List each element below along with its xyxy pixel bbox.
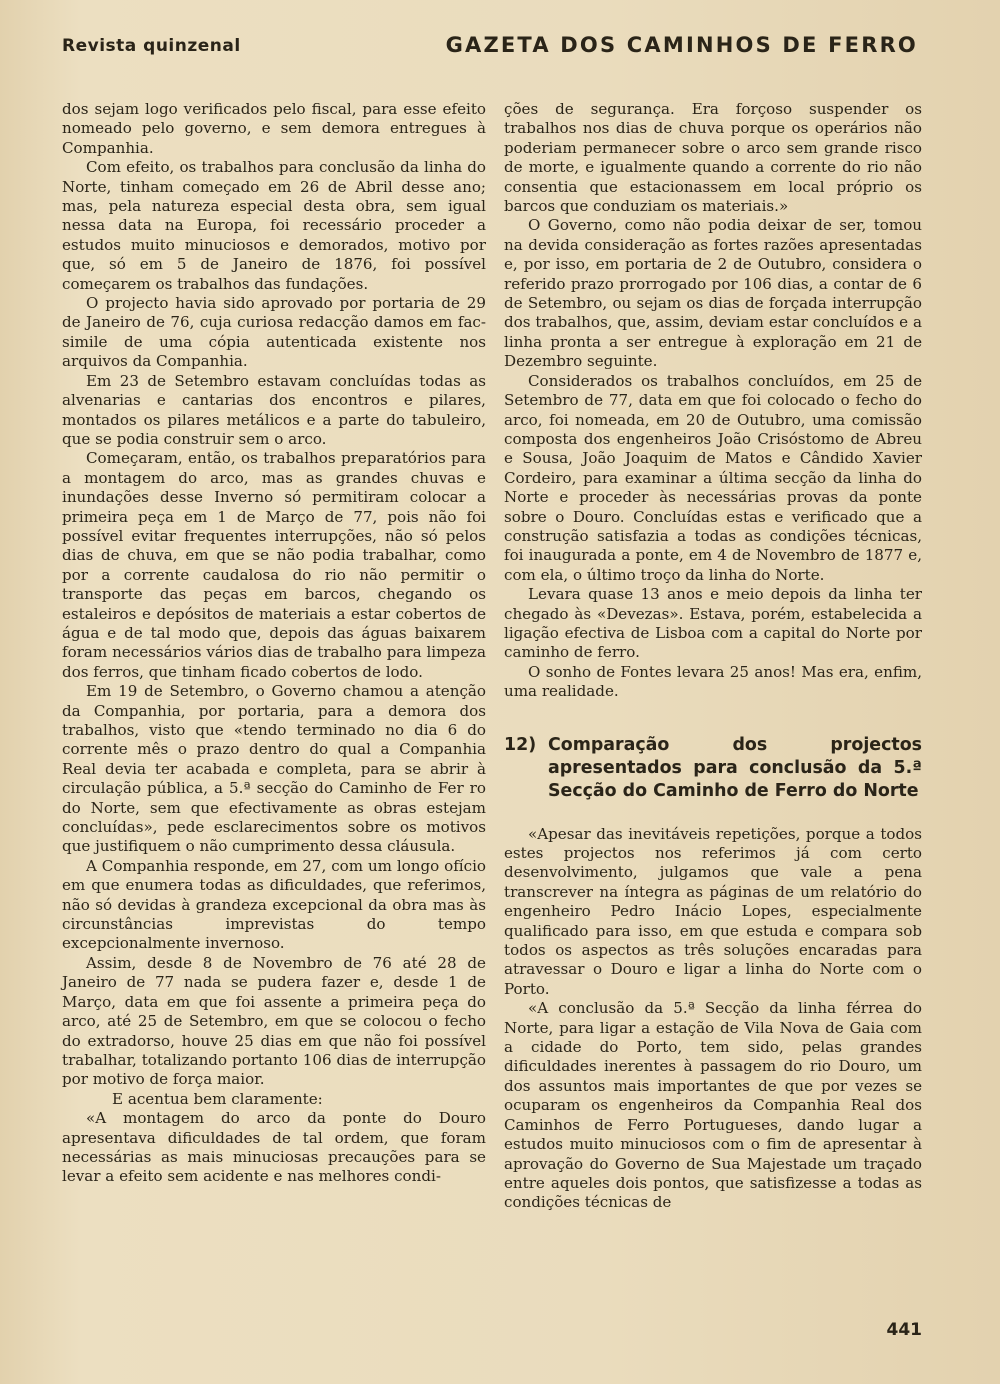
section-heading	[504, 734, 922, 803]
paragraph: ções de segurança. Era forçoso suspender os trabalhos nos dias de chuva porque os operários não poderiam permanecer sobre o arco sem grande risco de morte, e igualmente quando a corrente do rio não consentia que estacionassem em local próprio os barcos que conduziam os materiais.»	[504, 100, 922, 216]
running-header-right: GAZETA DOS CAMINHOS DE FERRO	[445, 33, 918, 57]
paragraph: A Companhia responde, em 27, com um longo ofício em que enumera todas as dificuldades, que referimos, não só devidas à grandeza excepcional da obra mas às circunstâncias imprevistas do tempo excepcionalmente invernoso.	[62, 856, 486, 953]
left-column	[62, 100, 486, 1187]
paragraph: O Governo, como não podia deixar de ser, tomou na devida consideração as fortes razões apresentadas e, por isso, em portaria de 2 de Outubro, considera o referido prazo prorrogado por 106 dias, a contar de 6 de Setembro, ou sejam os dias de forçada interrupção dos trabalhos, que, assim, deviam estar concluídos e a linha pronta a ser entregue à exploração em 21 de Dezembro seguinte.	[504, 216, 922, 371]
page-number: 441	[886, 1320, 922, 1340]
paragraph: Em 23 de Setembro estavam concluídas todas as alvenarias e cantarias dos encontros e pilares, montados os pilares metálicos e a parte do tabuleiro, que se podia construir sem o arco.	[62, 371, 486, 448]
section-number: 12)	[504, 734, 537, 755]
section-title: Comparação dos projectos apresentados para conclusão da 5.ª Secção do Caminho de Ferro do Norte	[548, 734, 922, 801]
paragraph: «A conclusão da 5.ª Secção da linha férrea do Norte, para ligar a estação de Vila Nova de Gaia com a cidade do Porto, tem sido, pelas grandes dificuldades inerentes à passagem do rio Douro, um dos assuntos mais importantes de que por vezes se ocuparam os engenheiros da Companhia Real dos Caminhos de Ferro Portugueses, dando lugar a estudos muito minuciosos com o fim de apresentar à aprovação do Governo de Sua Majestade um traçado entre aqueles dois pontos, que satisfizesse a todas as condições técnicas de	[504, 999, 922, 1212]
paragraph: «Apesar das inevitáveis repetições, porque a todos estes projectos nos referimos já com certo desenvolvimento, julgamos que vale a pena transcrever na íntegra as páginas de um relatório do engenheiro Pedro Inácio Lopes, especialmente qualificado para isso, em que estuda e compara sob todos os aspectos as três soluções encaradas para atravessar o Douro e ligar a linha do Norte com o Porto.	[504, 824, 922, 998]
paragraph: dos sejam logo verificados pelo fiscal, para esse efeito nomeado pelo governo, e sem demora entregues à Companhia.	[62, 100, 486, 157]
paragraph: Com efeito, os trabalhos para conclusão da linha do Norte, tinham começado em 26 de Abril desse ano; mas, pela natureza especial desta obra, sem igual nessa data na Europa, foi recessário proceder a estudos muito minuciosos e demorados, motivo por que, só em 5 de Janeiro de 1876, foi possível começarem os trabalhos das fundações.	[62, 158, 486, 293]
paragraph: Começaram, então, os trabalhos preparatórios para a montagem do arco, mas as grandes chuvas e inundações desse Inverno só permitiram colocar a primeira peça em 1 de Março de 77, pois não foi possível evitar frequentes interrupções, não só pelos dias de chuva, em que se não podia trabalhar, como por a corrente caudalosa do rio não permitir o transporte das peças em barcos, chegando os estaleiros e depósitos de materiais a estar cobertos de água e de tal modo que, depois das águas baixarem foram necessários vários dias de trabalho para limpeza dos ferros, que tinham ficado cobertos de lodo.	[62, 449, 486, 681]
paragraph: E acentua bem claramente:	[112, 1089, 323, 1108]
paragraph: Em 19 de Setembro, o Governo chamou a atenção da Companhia, por portaria, para a demora dos trabalhos, visto que «tendo terminado no dia 6 do corrente mês o prazo dentro do qual a Companhia Real devia ter acabada e completa, para se abrir à circulação pública, a 5.ª secção do Caminho de Fer ro do Norte, sem que efectivamente as obras estejam concluídas», pede esclarecimentos sobre os motivos que justifiquem o não cumprimento dessa cláusula.	[62, 682, 486, 856]
paragraph: Levara quase 13 anos e meio depois da linha ter chegado às «Devezas». Estava, porém, estabelecida a ligação efectiva de Lisboa com a capital do Norte por caminho de ferro.	[504, 585, 922, 662]
paragraph: O sonho de Fontes levara 25 anos! Mas era, enfim, uma realidade.	[504, 662, 922, 701]
paragraph: Considerados os trabalhos concluídos, em 25 de Setembro de 77, data em que foi colocado o fecho do arco, foi nomeada, em 20 de Outubro, uma comissão composta dos engenheiros João Crisóstomo de Abreu e Sousa, João Joaquim de Matos e Cândido Xavier Cordeiro, para examinar a última secção da linha do Norte e proceder às necessárias provas da ponte sobre o Douro. Concluídas estas e verificado que a construção satisfazia a todas as condições técnicas, foi inaugurada a ponte, em 4 de Novembro de 1877 e, com ela, o último troço da linha do Norte.	[504, 371, 922, 584]
paragraph: O projecto havia sido aprovado por portaria de 29 de Janeiro de 76, cuja curiosa redacção damos em fac-simile de uma cópia autenticada existente nos arquivos da Companhia.	[62, 294, 486, 371]
right-column	[504, 100, 922, 1213]
running-header-left: Revista quinzenal	[62, 36, 241, 56]
paragraph: «A montagem do arco da ponte do Douro apresentava dificuldades de tal ordem, que foram necessárias as mais minuciosas precauções para se levar a efeito sem acidente e nas melhores condi-	[62, 1109, 486, 1186]
paragraph: Assim, desde 8 de Novembro de 76 até 28 de Janeiro de 77 nada se pudera fazer e, desde 1 de Março, data em que foi assente a primeira peça do arco, até 25 de Setembro, em que se colocou o fecho do extradorso, houve 25 dias em que não foi possível trabalhar, totalizando portanto 106 dias de interrupção por motivo de força maior.	[62, 953, 486, 1089]
